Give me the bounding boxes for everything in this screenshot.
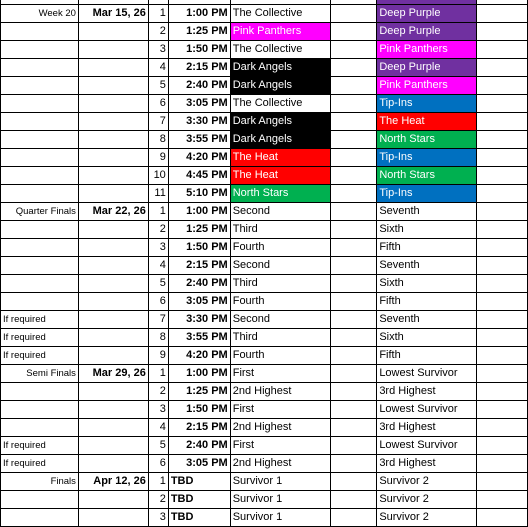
game-number-cell[interactable]: 10 (148, 167, 168, 185)
time-cell[interactable]: 3:55 PM (168, 329, 230, 347)
time-cell[interactable]: 2:15 PM (168, 59, 230, 77)
round-label-cell[interactable] (1, 167, 79, 185)
spacer-cell[interactable] (330, 239, 377, 257)
time-cell[interactable]: 1:50 PM (168, 41, 230, 59)
home-team-cell[interactable]: Dark Angels (230, 131, 330, 149)
game-number-cell[interactable]: 3 (148, 41, 168, 59)
table-row (1, 293, 528, 311)
time-cell[interactable]: 2:40 PM (168, 77, 230, 95)
game-number-cell[interactable]: 6 (148, 293, 168, 311)
spacer-cell[interactable] (330, 221, 377, 239)
table-row (1, 77, 528, 95)
home-team-cell[interactable]: North Stars (230, 185, 330, 203)
spacer-cell[interactable] (330, 203, 377, 221)
home-team-cell[interactable]: The Heat (230, 167, 330, 185)
round-label-cell[interactable] (1, 383, 79, 401)
date-cell[interactable] (78, 167, 148, 185)
time-cell[interactable]: 3:05 PM (168, 293, 230, 311)
table-row (1, 437, 528, 455)
game-number-cell[interactable]: 1 (148, 203, 168, 221)
trailing-cell[interactable] (477, 257, 528, 275)
round-label-cell[interactable] (1, 77, 79, 95)
date-cell[interactable] (78, 59, 148, 77)
home-team-cell[interactable]: Third (230, 221, 330, 239)
time-cell[interactable]: 1:25 PM (168, 383, 230, 401)
game-number-cell[interactable]: 1 (148, 473, 168, 491)
round-label-cell[interactable] (1, 41, 79, 59)
date-cell[interactable] (78, 239, 148, 257)
round-label-cell[interactable] (1, 23, 79, 41)
table-row (1, 311, 528, 329)
game-number-cell[interactable]: 2 (148, 23, 168, 41)
time-cell[interactable]: 3:05 PM (168, 95, 230, 113)
table-row (1, 59, 528, 77)
game-number-cell[interactable]: 9 (148, 149, 168, 167)
trailing-cell[interactable] (477, 401, 528, 419)
trailing-cell[interactable] (477, 77, 528, 95)
table-row (1, 509, 528, 527)
trailing-cell[interactable] (477, 203, 528, 221)
time-cell[interactable]: 2:15 PM (168, 419, 230, 437)
spacer-cell[interactable] (330, 329, 377, 347)
date-cell[interactable] (78, 311, 148, 329)
time-cell[interactable]: 2:40 PM (168, 437, 230, 455)
away-team-cell[interactable]: Lowest Survivor (377, 437, 477, 455)
away-team-cell[interactable]: 3rd Highest (377, 419, 477, 437)
spacer-cell[interactable] (330, 131, 377, 149)
trailing-cell[interactable] (477, 455, 528, 473)
game-number-cell[interactable]: 9 (148, 347, 168, 365)
game-number-cell[interactable]: 4 (148, 59, 168, 77)
date-cell[interactable] (78, 437, 148, 455)
date-cell[interactable]: Mar 29, 26 (78, 365, 148, 383)
home-team-cell[interactable]: Third (230, 275, 330, 293)
spacer-cell[interactable] (330, 185, 377, 203)
round-label-cell[interactable]: Week 20 (1, 5, 79, 23)
round-label-cell[interactable] (1, 257, 79, 275)
trailing-cell[interactable] (477, 185, 528, 203)
away-team-cell[interactable]: Seventh (377, 257, 477, 275)
time-cell[interactable]: 1:00 PM (168, 203, 230, 221)
date-cell[interactable] (78, 383, 148, 401)
round-label-cell[interactable] (1, 131, 79, 149)
spacer-cell[interactable] (330, 509, 377, 527)
trailing-cell[interactable] (477, 329, 528, 347)
table-row (1, 149, 528, 167)
trailing-cell[interactable] (477, 383, 528, 401)
date-cell[interactable] (78, 95, 148, 113)
table-row (1, 23, 528, 41)
trailing-cell[interactable] (477, 473, 528, 491)
time-cell[interactable]: 1:25 PM (168, 221, 230, 239)
schedule-body (1, 0, 528, 527)
spacer-cell[interactable] (330, 5, 377, 23)
away-team-cell[interactable]: Deep Purple (377, 59, 477, 77)
round-label-cell[interactable]: If required (1, 347, 79, 365)
away-team-cell[interactable]: 3rd Highest (377, 455, 477, 473)
round-label-cell[interactable] (1, 509, 79, 527)
home-team-cell[interactable]: Survivor 1 (230, 509, 330, 527)
trailing-cell[interactable] (477, 509, 528, 527)
game-number-cell[interactable]: 8 (148, 131, 168, 149)
table-row (1, 401, 528, 419)
table-row (1, 221, 528, 239)
trailing-cell[interactable] (477, 23, 528, 41)
home-team-cell[interactable]: Second (230, 311, 330, 329)
game-number-cell[interactable]: 3 (148, 509, 168, 527)
round-label-cell[interactable] (1, 293, 79, 311)
trailing-cell[interactable] (477, 113, 528, 131)
away-team-cell[interactable]: Tip-Ins (377, 95, 477, 113)
round-label-cell[interactable] (1, 95, 79, 113)
game-number-cell[interactable]: 7 (148, 113, 168, 131)
game-number-cell[interactable]: 5 (148, 77, 168, 95)
table-row (1, 455, 528, 473)
trailing-cell[interactable] (477, 365, 528, 383)
away-team-cell[interactable]: Deep Purple (377, 23, 477, 41)
round-label-cell[interactable]: Quarter Finals (1, 203, 79, 221)
date-cell[interactable] (78, 491, 148, 509)
trailing-cell[interactable] (477, 419, 528, 437)
home-team-cell[interactable]: 2nd Highest (230, 455, 330, 473)
game-number-cell[interactable]: 4 (148, 257, 168, 275)
home-team-cell[interactable]: The Collective (230, 95, 330, 113)
date-cell[interactable] (78, 275, 148, 293)
away-team-cell[interactable]: Lowest Survivor (377, 365, 477, 383)
spacer-cell[interactable] (330, 23, 377, 41)
date-cell[interactable] (78, 329, 148, 347)
date-cell[interactable] (78, 149, 148, 167)
home-team-cell[interactable]: Fourth (230, 347, 330, 365)
date-cell[interactable] (78, 185, 148, 203)
round-label-cell[interactable]: If required (1, 455, 79, 473)
trailing-cell[interactable] (477, 167, 528, 185)
time-cell[interactable]: 3:05 PM (168, 455, 230, 473)
date-cell[interactable] (78, 77, 148, 95)
spacer-cell[interactable] (330, 257, 377, 275)
home-team-cell[interactable]: Third (230, 329, 330, 347)
date-cell[interactable] (78, 23, 148, 41)
game-number-cell[interactable]: 7 (148, 311, 168, 329)
away-team-cell[interactable]: Sixth (377, 329, 477, 347)
time-cell[interactable]: 1:00 PM (168, 365, 230, 383)
table-row (1, 95, 528, 113)
away-team-cell[interactable]: Seventh (377, 203, 477, 221)
date-cell[interactable] (78, 455, 148, 473)
table-row (1, 365, 528, 383)
spacer-cell[interactable] (330, 77, 377, 95)
spacer-cell[interactable] (330, 347, 377, 365)
trailing-cell[interactable] (477, 149, 528, 167)
home-team-cell[interactable]: 2nd Highest (230, 419, 330, 437)
time-cell[interactable]: 2:15 PM (168, 257, 230, 275)
round-label-cell[interactable]: If required (1, 311, 79, 329)
round-label-cell[interactable]: If required (1, 329, 79, 347)
home-team-cell[interactable]: Dark Angels (230, 113, 330, 131)
time-cell[interactable]: TBD (168, 509, 230, 527)
time-cell[interactable]: 3:30 PM (168, 113, 230, 131)
home-team-cell[interactable]: Fourth (230, 293, 330, 311)
date-cell[interactable] (78, 257, 148, 275)
table-row (1, 347, 528, 365)
away-team-cell[interactable]: Fifth (377, 239, 477, 257)
game-number-cell[interactable]: 4 (148, 419, 168, 437)
time-cell[interactable]: 4:20 PM (168, 347, 230, 365)
away-team-cell[interactable]: Survivor 2 (377, 491, 477, 509)
game-number-cell[interactable]: 1 (148, 5, 168, 23)
date-cell[interactable]: Mar 15, 26 (78, 5, 148, 23)
date-cell[interactable] (78, 113, 148, 131)
away-team-cell[interactable]: Survivor 2 (377, 509, 477, 527)
game-number-cell[interactable]: 5 (148, 275, 168, 293)
table-row (1, 491, 528, 509)
table-row (1, 203, 528, 221)
trailing-cell[interactable] (477, 293, 528, 311)
table-row (1, 185, 528, 203)
table-row (1, 5, 528, 23)
date-cell[interactable] (78, 221, 148, 239)
home-team-cell[interactable]: Survivor 1 (230, 491, 330, 509)
time-cell[interactable]: 1:00 PM (168, 5, 230, 23)
time-cell[interactable]: TBD (168, 491, 230, 509)
home-team-cell[interactable]: The Collective (230, 41, 330, 59)
away-team-cell[interactable]: Seventh (377, 311, 477, 329)
away-team-cell[interactable]: Lowest Survivor (377, 401, 477, 419)
home-team-cell[interactable]: Fourth (230, 239, 330, 257)
table-row (1, 113, 528, 131)
spacer-cell[interactable] (330, 275, 377, 293)
away-team-cell[interactable]: Fifth (377, 293, 477, 311)
away-team-cell[interactable]: Pink Panthers (377, 41, 477, 59)
date-cell[interactable]: Apr 12, 26 (78, 473, 148, 491)
trailing-cell[interactable] (477, 5, 528, 23)
spacer-cell[interactable] (330, 365, 377, 383)
time-cell[interactable]: 4:20 PM (168, 149, 230, 167)
away-team-cell[interactable]: 3rd Highest (377, 383, 477, 401)
table-row (1, 473, 528, 491)
date-cell[interactable] (78, 509, 148, 527)
home-team-cell[interactable]: The Collective (230, 5, 330, 23)
trailing-cell[interactable] (477, 59, 528, 77)
spacer-cell[interactable] (330, 41, 377, 59)
away-team-cell[interactable]: Sixth (377, 275, 477, 293)
away-team-cell[interactable]: Fifth (377, 347, 477, 365)
trailing-cell[interactable] (477, 311, 528, 329)
table-row (1, 419, 528, 437)
away-team-cell[interactable]: Tip-Ins (377, 149, 477, 167)
round-label-cell[interactable]: If required (1, 437, 79, 455)
spacer-cell[interactable] (330, 167, 377, 185)
round-label-cell[interactable] (1, 149, 79, 167)
round-label-cell[interactable] (1, 401, 79, 419)
game-number-cell[interactable]: 3 (148, 401, 168, 419)
round-label-cell[interactable] (1, 113, 79, 131)
date-cell[interactable] (78, 401, 148, 419)
home-team-cell[interactable]: Second (230, 257, 330, 275)
away-team-cell[interactable]: North Stars (377, 131, 477, 149)
home-team-cell[interactable]: Survivor 1 (230, 473, 330, 491)
spacer-cell[interactable] (330, 149, 377, 167)
game-number-cell[interactable]: 1 (148, 365, 168, 383)
trailing-cell[interactable] (477, 221, 528, 239)
game-number-cell[interactable]: 2 (148, 491, 168, 509)
home-team-cell[interactable]: The Heat (230, 149, 330, 167)
spacer-cell[interactable] (330, 113, 377, 131)
trailing-cell[interactable] (477, 239, 528, 257)
date-cell[interactable] (78, 293, 148, 311)
spacer-cell[interactable] (330, 401, 377, 419)
time-cell[interactable]: 4:45 PM (168, 167, 230, 185)
date-cell[interactable] (78, 131, 148, 149)
spacer-cell[interactable] (330, 59, 377, 77)
time-cell[interactable]: 3:55 PM (168, 131, 230, 149)
round-label-cell[interactable] (1, 239, 79, 257)
date-cell[interactable] (78, 41, 148, 59)
trailing-cell[interactable] (477, 95, 528, 113)
game-number-cell[interactable]: 3 (148, 239, 168, 257)
time-cell[interactable]: 1:50 PM (168, 239, 230, 257)
home-team-cell[interactable]: Second (230, 203, 330, 221)
away-team-cell[interactable]: North Stars (377, 167, 477, 185)
away-team-cell[interactable]: Deep Purple (377, 5, 477, 23)
spacer-cell[interactable] (330, 437, 377, 455)
spacer-cell[interactable] (330, 473, 377, 491)
away-team-cell[interactable]: Pink Panthers (377, 77, 477, 95)
round-label-cell[interactable] (1, 491, 79, 509)
game-number-cell[interactable]: 6 (148, 455, 168, 473)
spacer-cell[interactable] (330, 311, 377, 329)
time-cell[interactable]: 2:40 PM (168, 275, 230, 293)
table-row (1, 257, 528, 275)
game-number-cell[interactable]: 6 (148, 95, 168, 113)
round-label-cell[interactable] (1, 59, 79, 77)
round-label-cell[interactable] (1, 185, 79, 203)
round-label-cell[interactable]: Finals (1, 473, 79, 491)
date-cell[interactable] (78, 419, 148, 437)
spacer-cell[interactable] (330, 419, 377, 437)
away-team-cell[interactable]: Survivor 2 (377, 473, 477, 491)
round-label-cell[interactable]: Semi Finals (1, 365, 79, 383)
game-number-cell[interactable]: 2 (148, 383, 168, 401)
home-team-cell[interactable]: Dark Angels (230, 77, 330, 95)
game-number-cell[interactable]: 5 (148, 437, 168, 455)
trailing-cell[interactable] (477, 347, 528, 365)
round-label-cell[interactable] (1, 221, 79, 239)
table-row (1, 41, 528, 59)
time-cell[interactable]: 1:25 PM (168, 23, 230, 41)
table-row (1, 329, 528, 347)
home-team-cell[interactable]: 2nd Highest (230, 383, 330, 401)
trailing-cell[interactable] (477, 437, 528, 455)
trailing-cell[interactable] (477, 41, 528, 59)
table-row (1, 275, 528, 293)
round-label-cell[interactable] (1, 275, 79, 293)
spacer-cell[interactable] (330, 293, 377, 311)
spacer-cell[interactable] (330, 455, 377, 473)
game-number-cell[interactable]: 2 (148, 221, 168, 239)
time-cell[interactable]: 5:10 PM (168, 185, 230, 203)
trailing-cell[interactable] (477, 131, 528, 149)
home-team-cell[interactable]: First (230, 437, 330, 455)
game-number-cell[interactable]: 11 (148, 185, 168, 203)
trailing-cell[interactable] (477, 275, 528, 293)
home-team-cell[interactable]: Pink Panthers (230, 23, 330, 41)
home-team-cell[interactable]: Dark Angels (230, 59, 330, 77)
spacer-cell[interactable] (330, 95, 377, 113)
table-row (1, 131, 528, 149)
time-cell[interactable]: TBD (168, 473, 230, 491)
round-label-cell[interactable] (1, 419, 79, 437)
date-cell[interactable]: Mar 22, 26 (78, 203, 148, 221)
home-team-cell[interactable]: First (230, 401, 330, 419)
spacer-cell[interactable] (330, 491, 377, 509)
away-team-cell[interactable]: Tip-Ins (377, 185, 477, 203)
time-cell[interactable]: 3:30 PM (168, 311, 230, 329)
trailing-cell[interactable] (477, 491, 528, 509)
away-team-cell[interactable]: The Heat (377, 113, 477, 131)
date-cell[interactable] (78, 347, 148, 365)
spacer-cell[interactable] (330, 383, 377, 401)
table-row (1, 239, 528, 257)
away-team-cell[interactable]: Sixth (377, 221, 477, 239)
game-number-cell[interactable]: 8 (148, 329, 168, 347)
time-cell[interactable]: 1:50 PM (168, 401, 230, 419)
home-team-cell[interactable]: First (230, 365, 330, 383)
table-row (1, 167, 528, 185)
table-row (1, 383, 528, 401)
